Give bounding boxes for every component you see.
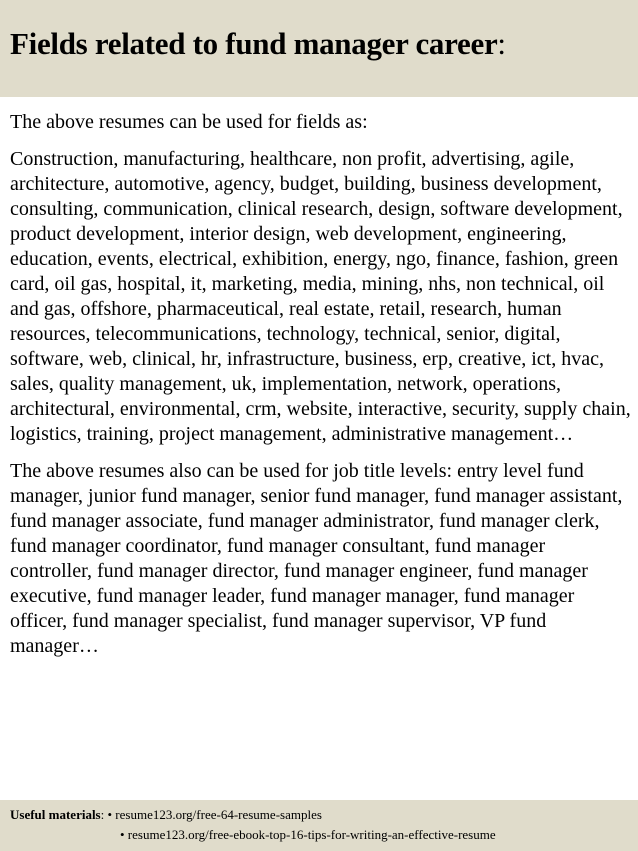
intro-text: The above resumes can be used for fields as: <box>10 111 368 133</box>
useful-materials-colon: : <box>100 807 105 822</box>
page-title-colon: : <box>497 26 506 61</box>
main-content <box>10 110 632 659</box>
fields-paragraph: Construction, manufacturing, healthcare, non profit, advertising, agile, architecture, automotive, agency, budget, building, business development, consulting, communication, clinical research, design, software development, product development, interior design, web development, engineering, education, events, electrical, exhibition, energy, ngo, finance, fashion, green card, oil gas, hospital, it, marketing, media, mining, nhs, non technical, oil and gas, offshore, pharmaceutical, real estate, retail, research, human resources, telecommunications, technology, technical, senior, digital, software, web, clinical, hr, infrastructure, business, erp, creative, ict, hvac, sales, quality management, uk, implementation, network, operations, architectural, environmental, crm, website, interactive, security, supply chain, logistics, training, project management, administrative management… <box>10 148 631 445</box>
useful-materials-label: Useful materials <box>10 807 101 822</box>
footer-row-1 <box>10 805 638 825</box>
page-title-text: Fields related to fund manager career <box>10 26 498 61</box>
page-title <box>10 24 638 64</box>
job-levels-paragraph: The above resumes also can be used for job title levels: entry level fund manager, junior fund manager, senior fund manager, fund manager assistant, fund manager associate, fund manager administrator, fund manager clerk, fund manager coordinator, fund manager consultant, fund manager controller, fund manager director, fund manager engineer, fund manager executive, fund manager leader, fund manager manager, fund manager officer, fund manager specialist, fund manager supervisor, VP fund manager… <box>10 460 623 657</box>
resource-link-samples[interactable]: • resume123.org/free-64-resume-samples <box>107 807 322 822</box>
footer-banner <box>0 800 638 851</box>
title-banner <box>0 0 638 97</box>
resource-link-ebook[interactable]: • resume123.org/free-ebook-top-16-tips-for-writing-an-effective-resume <box>120 827 496 842</box>
footer-row-2 <box>10 825 638 845</box>
